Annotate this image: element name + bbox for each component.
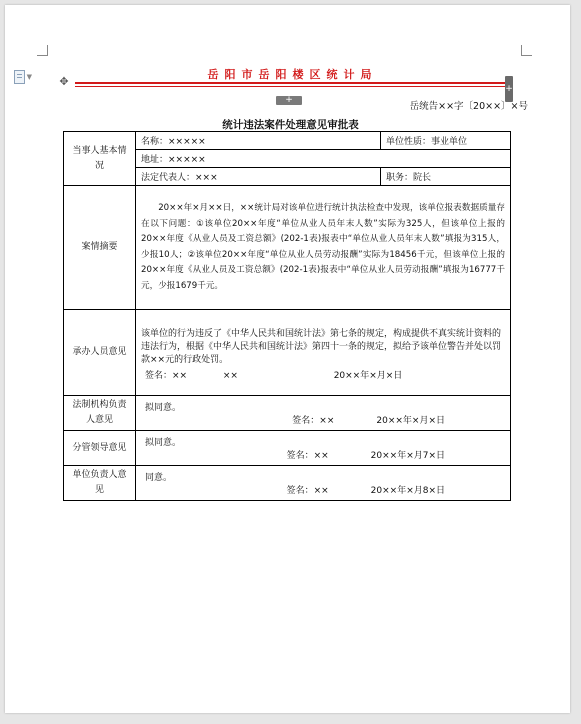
header-rule-thin — [75, 86, 510, 87]
party-address: 地址：××××× — [136, 150, 511, 168]
unit-head-date: 20××年×月8×日 — [370, 486, 445, 496]
leader-signature-line — [141, 448, 505, 461]
unit-head-sign: 签名：×× — [286, 486, 329, 496]
party-name: 名称：××××× — [136, 132, 381, 150]
legal-dept-label: 法制机构负责人意见 — [64, 396, 136, 431]
crop-mark-top-right — [521, 45, 532, 56]
legal-dept-sign: 签名：×× — [292, 416, 335, 426]
legal-dept-signature-line — [141, 413, 505, 426]
legal-dept-cell — [136, 396, 511, 431]
side-expand-tab[interactable]: + — [505, 76, 513, 102]
legal-representative: 法定代表人：××× — [136, 168, 381, 186]
unit-head-opinion: 同意。 — [145, 473, 173, 483]
header-rule-thick — [75, 82, 510, 84]
handler-sign: 签名：×× — [145, 371, 188, 381]
handler-sign-name: ×× — [222, 371, 238, 381]
summary-label: 案情摘要 — [64, 186, 136, 310]
unit-head-label: 单位负责人意见 — [64, 466, 136, 501]
add-row-tab[interactable]: + — [276, 96, 302, 105]
leader-sign: 签名：×× — [286, 451, 329, 461]
leader-opinion: 拟同意。 — [145, 438, 182, 448]
case-summary-text: 20××年×月××日，××统计局对该单位进行统计执法检查中发现，该单位报表数据质量存在以下问题：①该单位20××年度“单位从业人员年末人数”实际为325人，但该单位上报的20××年度《从业人员及工资总额》(202-1表)报表中“单位从业人员年末人数”填报为315人，少报10人；②该单位20××年度“单位从业人员劳动报酬”实际为18456千元，但该单位上报的20××年度《从业人员及工资总额》(202-1表)报表中“单位从业人员劳动报酬”填报为16777千元，少报1679千元。 — [136, 186, 511, 310]
party-label: 当事人基本情况 — [64, 132, 136, 186]
unit-nature: 单位性质：事业单位 — [381, 132, 511, 150]
crop-mark-top-left — [37, 45, 48, 56]
legal-dept-opinion: 拟同意。 — [145, 403, 182, 413]
four-arrows-icon[interactable]: ✥ — [59, 75, 69, 88]
leader-date: 20××年×月7×日 — [370, 451, 445, 461]
handler-opinion-cell — [136, 310, 511, 396]
handler-label: 承办人员意见 — [64, 310, 136, 396]
position: 职务：院长 — [381, 168, 511, 186]
org-header-title: 岳阳市岳阳楼区统计局 — [207, 68, 378, 81]
leader-label: 分管领导意见 — [64, 431, 136, 466]
document-icon[interactable] — [14, 70, 32, 84]
chevron-down-icon[interactable]: ▼ — [26, 73, 32, 81]
leader-cell — [136, 431, 511, 466]
handler-opinion-text: 该单位的行为违反了《中华人民共和国统计法》第七条的规定，构成提供不真实统计资料的违法行为，根据《中华人民共和国统计法》第四十一条的规定，拟给予该单位警告并处以罚款××元的行政处罚。 — [141, 329, 502, 365]
document-number: 岳统告××字〔20××〕×号 — [409, 101, 528, 112]
unit-head-signature-line — [141, 483, 505, 496]
form-title: 统计违法案件处理意见审批表 — [222, 119, 359, 131]
handler-signature-line — [141, 368, 505, 381]
approval-form-table — [63, 131, 511, 501]
legal-dept-date: 20××年×月×日 — [376, 416, 445, 426]
unit-head-cell — [136, 466, 511, 501]
handler-date: 20××年×月×日 — [333, 371, 403, 381]
